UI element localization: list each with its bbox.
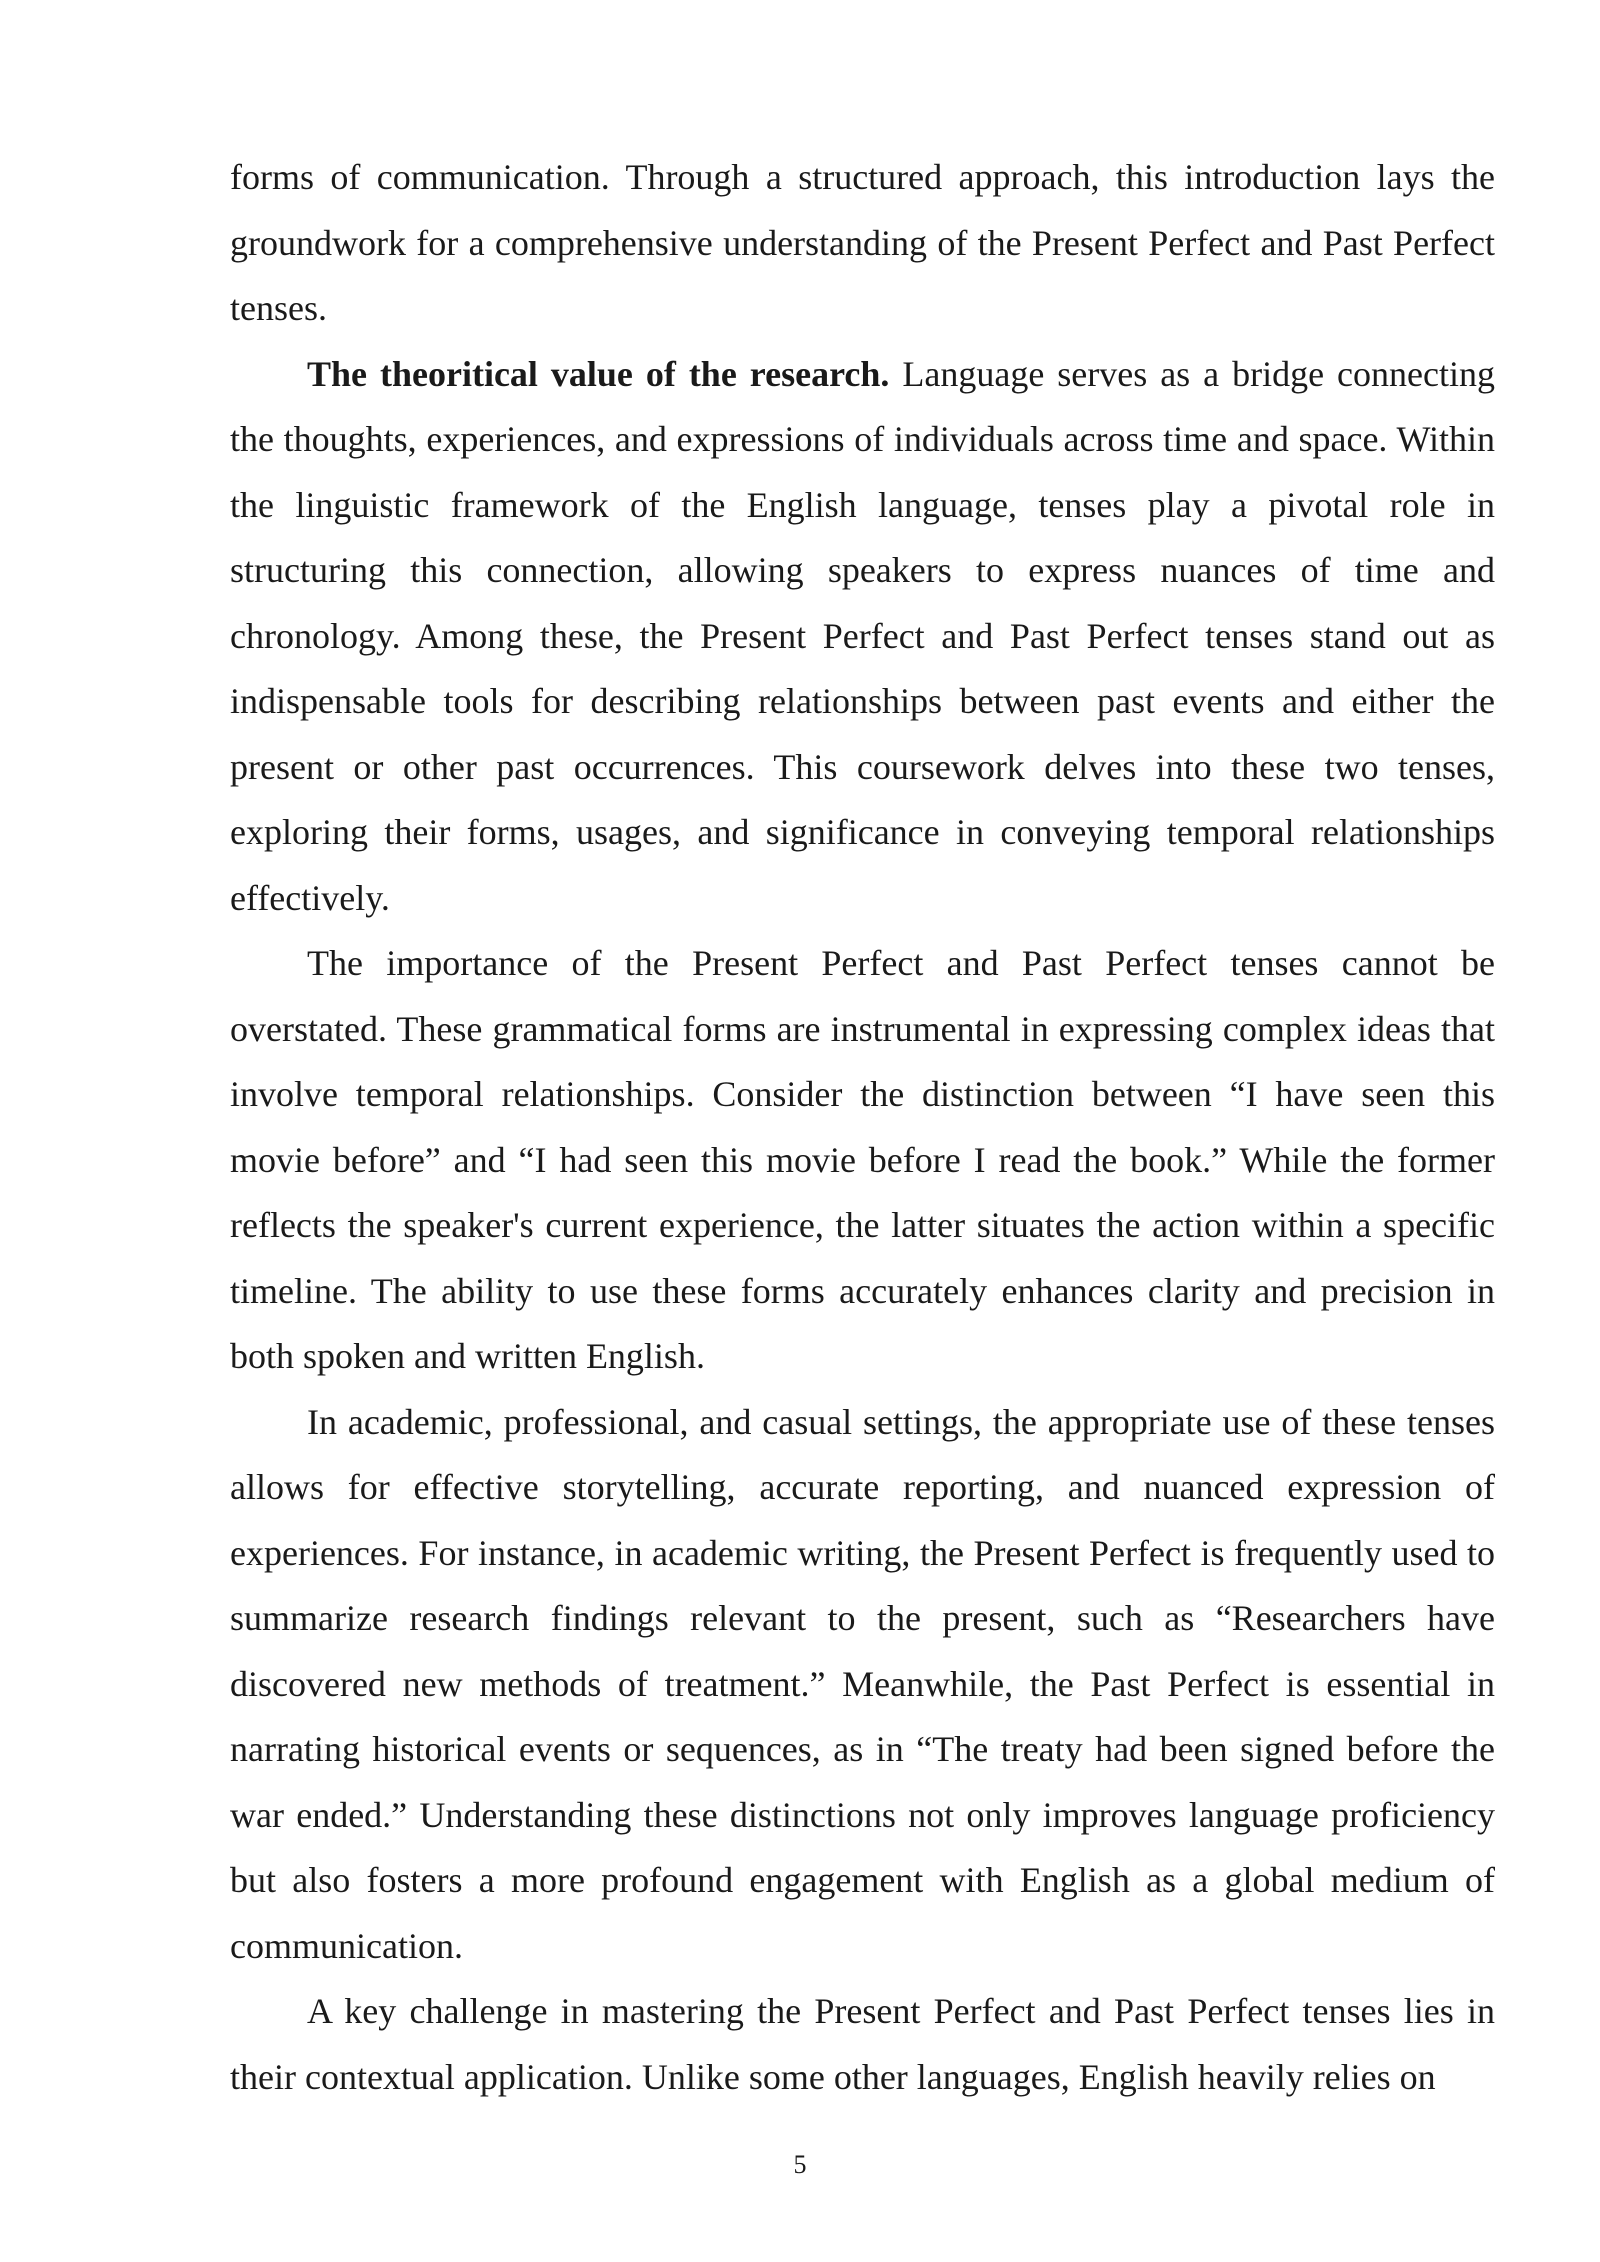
paragraph-text: In academic, professional, and casual settings, the appropriate use of these tenses allows for effective storytelling, accurate reporting, and nuanced expression of experiences. For instance, in academic writing, the Present Perfect is frequently used to summarize research findings relevant to the present, such as “Researchers have discovered new methods of treatment.” Meanwhile, the Past Perfect is essential in narrating historical events or sequences, as in “The treaty had been signed before the war ended.” Understanding these distinctions not only improves language proficiency but also fosters a more profound engagement with English as a global medium of communication. — [230, 1401, 1495, 1966]
body-text — [230, 145, 1495, 2110]
paragraph-text: forms of communication. Through a structured approach, this introduction lays the groundwork for a comprehensive understanding of the Present Perfect and Past Perfect tenses. — [230, 157, 1495, 328]
section-heading-inline: The theoritical value of the research. — [307, 353, 890, 394]
paragraph-importance — [230, 931, 1495, 1390]
paragraph-key-challenge — [230, 1979, 1495, 2110]
paragraph-theoretical-value — [230, 342, 1495, 932]
paragraph-text: Language serves as a bridge connecting the thoughts, experiences, and expressions of individuals across time and space. Within the linguistic framework of the English language, tenses play a pivotal role in structuring this connection, allowing speakers to express nuances of time and chronology. Among these, the Present Perfect and Past Perfect tenses stand out as indispensable tools for describing relationships between past events and either the present or other past occurrences. This coursework delves into these two tenses, exploring their forms, usages, and significance in conveying temporal relationships effectively. — [230, 353, 1495, 918]
paragraph-continuation — [230, 145, 1495, 342]
paragraph-text: The importance of the Present Perfect and Past Perfect tenses cannot be overstated. These grammatical forms are instrumental in expressing complex ideas that involve temporal relationships. Consider the distinction between “I have seen this movie before” and “I had seen this movie before I read the book.” While the former reflects the speaker's current experience, the latter situates the action within a specific timeline. The ability to use these forms accurately enhances clarity and precision in both spoken and written English. — [230, 943, 1495, 1376]
paragraph-settings — [230, 1390, 1495, 1980]
paragraph-text: A key challenge in mastering the Present Perfect and Past Perfect tenses lies in their contextual application. Unlike some other languages, English heavily relies on — [230, 1991, 1495, 2097]
page-number: 5 — [793, 2150, 807, 2179]
